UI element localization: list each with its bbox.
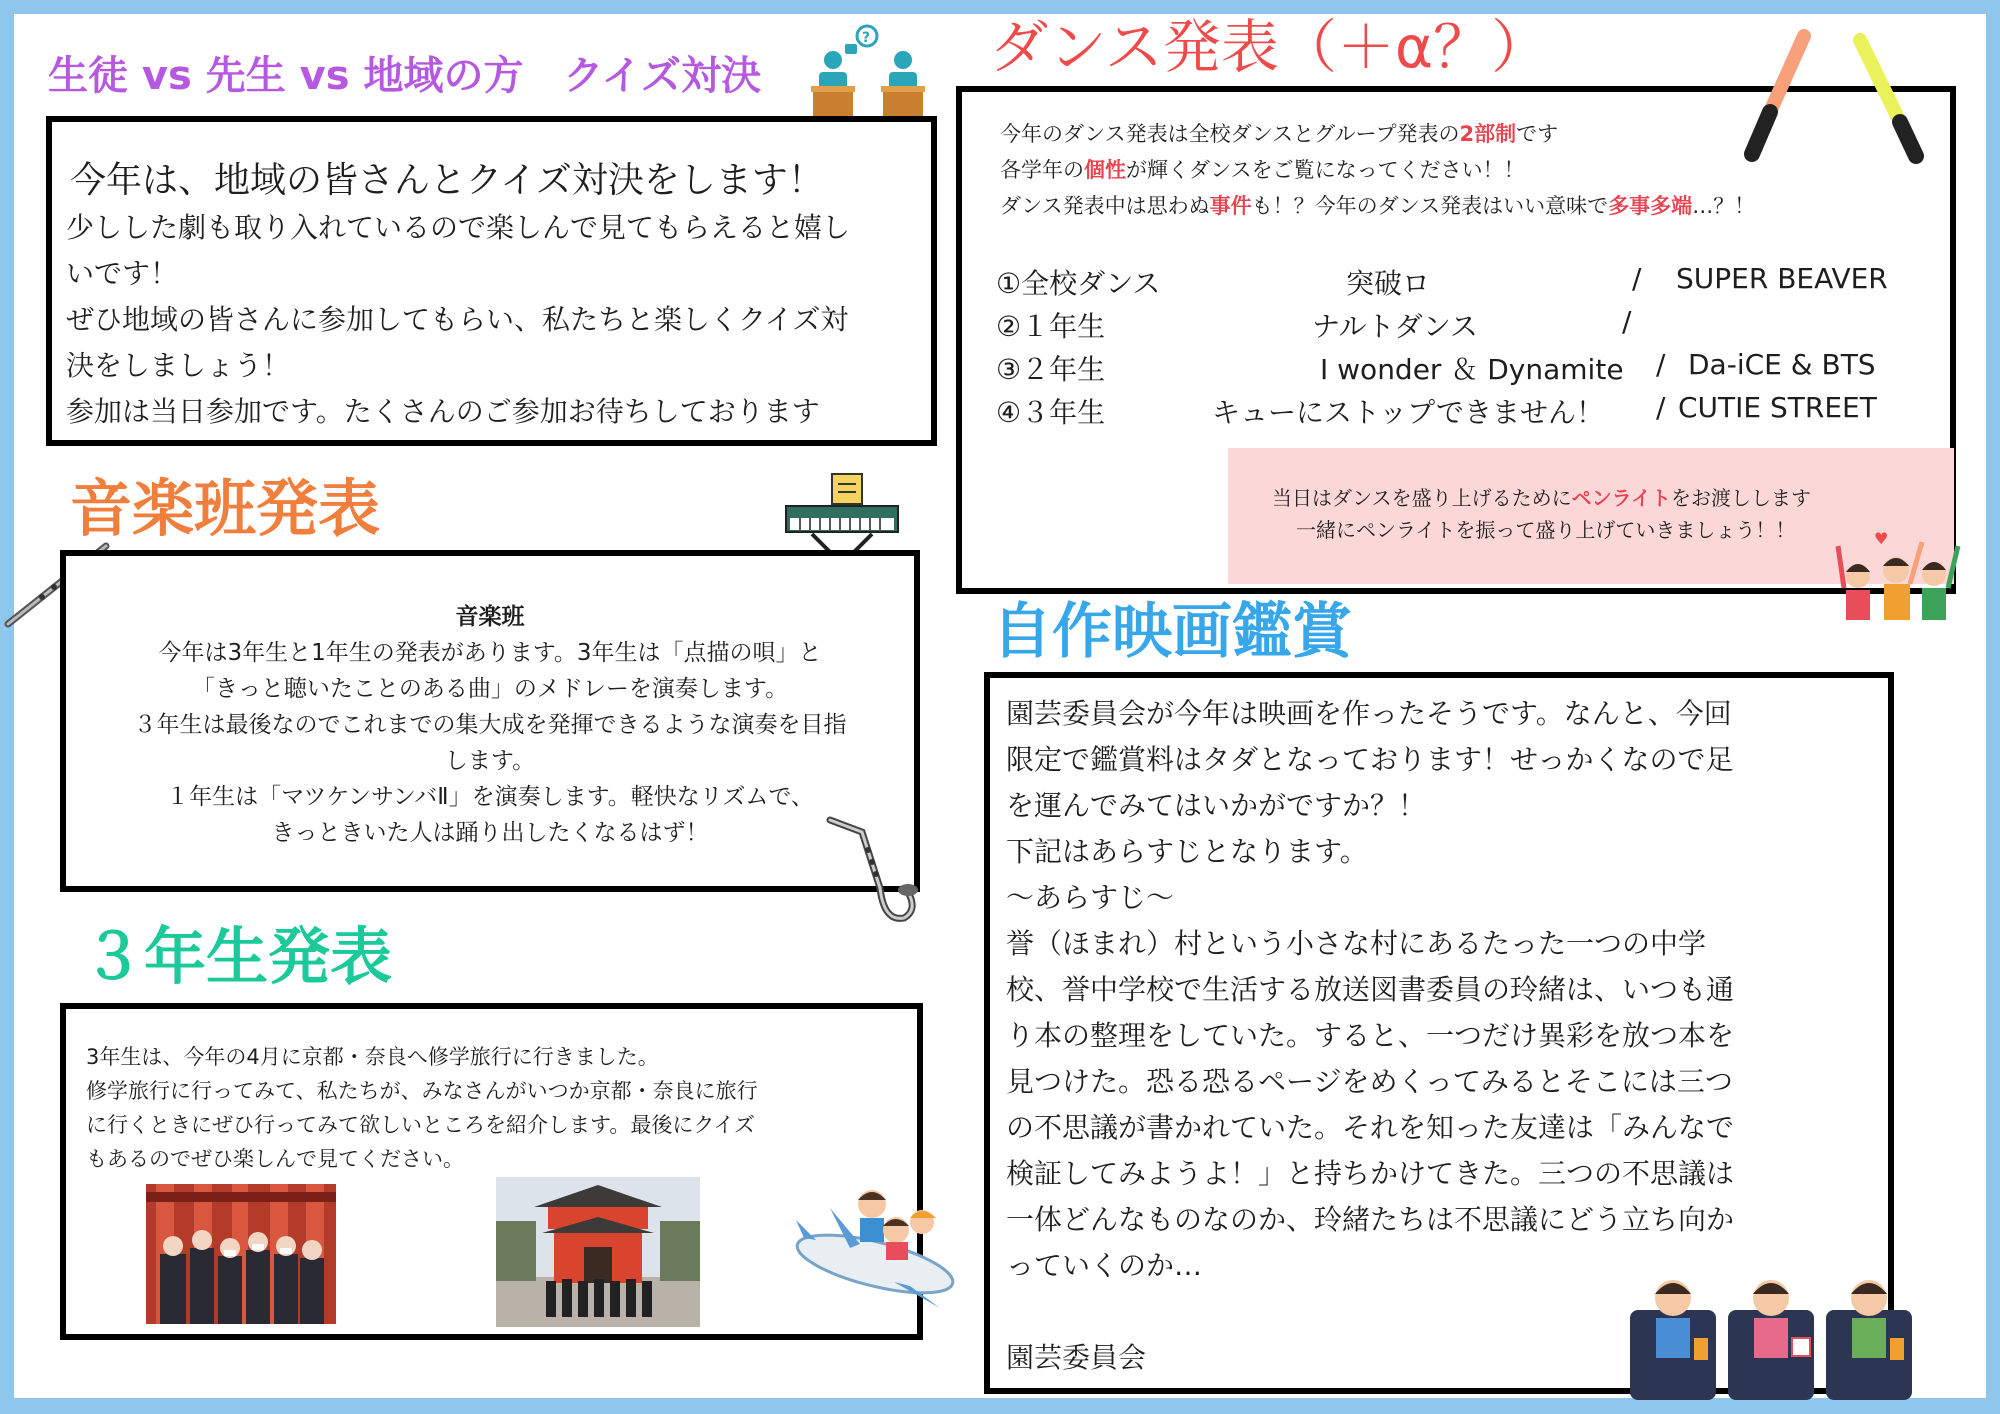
music-line-1: 今年は3年生と1年生の発表があります。3年生は「点描の唄」と (158, 640, 822, 666)
third-grade-line-2: 修学旅行に行ってみて、私たちが、みなさんがいつか京都・奈良に旅行 (86, 1079, 758, 1103)
movie-line-12: 一体どんなものなのか、玲緒たちは不思議にどう立ち向か (1006, 1203, 1735, 1236)
dance-intro-3-highlight-2: 多事多端 (1608, 194, 1693, 218)
program-number: ④３年生 (996, 396, 1106, 429)
movie-line-7: 校、誉中学校で生活する放送図書委員の玲緒は、いつも通 (1006, 973, 1735, 1006)
music-line-3: ３年生は最後なのでこれまでの集大成を発揮できるような演奏を目指 (133, 712, 847, 738)
svg-text:♥: ♥ (1874, 529, 1889, 548)
program-separator: / (1632, 262, 1642, 295)
quiz-line-2: いです！ (66, 257, 179, 290)
program-separator: / (1622, 305, 1632, 338)
movie-line-6: 誉（ほまれ）村という小さな村にあるたった一つの中学 (1006, 927, 1707, 960)
movie-title: 自作映画鑑賞 (992, 597, 1352, 667)
music-line-2: 「きっと聴いたことのある曲」のメドレーを演奏します。 (191, 676, 789, 702)
dance-intro-3a: ダンス発表中は思わぬ (1000, 194, 1210, 218)
third-grade-line-3: に行くときにぜひ行ってみて欲しいところを紹介します。最後にクイズ (86, 1113, 756, 1137)
dance-intro-line-3 (1000, 190, 1755, 220)
third-grade-title: ３年生発表 (82, 920, 393, 993)
music-line-5: １年生は「マツケンサンバⅡ」を演奏します。軽快なリズムで、 (166, 784, 814, 810)
movie-line-4: 下記はあらすじとなります。 (1006, 835, 1368, 868)
program-row (996, 305, 1946, 345)
penlight-note-line-2: 一緒にペンライトを振って盛り上げていきましょう！！ (1296, 518, 1796, 542)
quiz-title: 生徒 vs 先生 vs 地域の方 クイズ対決 (48, 53, 762, 99)
movie-line-9: 見つけた。恐る恐るページをめくってみるとそこには三つ (1006, 1065, 1733, 1098)
program-song: ナルトダンス (1312, 310, 1479, 343)
dance-intro-1a: 今年のダンス発表は全校ダンスとグループ発表の (1000, 122, 1460, 146)
program-number: ②１年生 (996, 310, 1106, 343)
program-row (996, 262, 1946, 302)
penlight-note-line-1 (1272, 482, 1811, 511)
quiz-line-5: 参加は当日参加です。たくさんのご参加お待ちしております (66, 395, 820, 428)
penlight-note-a: 当日はダンスを盛り上げるために (1272, 486, 1572, 510)
movie-line-1: 園芸委員会が今年は映画を作ったそうです。なんと、今回 (1006, 697, 1732, 730)
torii-gate-photo (146, 1184, 336, 1324)
program-song: キューにストップできません！ (1212, 396, 1605, 429)
quiz-line-3: ぜひ地域の皆さんに参加してもらい、私たちと楽しくクイズ対 (66, 303, 849, 336)
music-line-6: きっときいた人は踊り出したくなるはず！ (271, 820, 709, 846)
penlight-note-b: をお渡しします (1671, 486, 1812, 510)
music-line-4: します。 (444, 748, 536, 774)
music-box (60, 550, 920, 892)
dance-intro-2b: が輝くダンスをご覧になってください！！ (1126, 158, 1525, 182)
quiz-line-4: 決をしましょう！ (66, 349, 291, 382)
program-song: I wonder ＆ Dynamite (1320, 353, 1624, 386)
svg-text:?: ? (862, 30, 871, 46)
shrine-gate-photo (496, 1177, 700, 1327)
quiz-line-1: 少しした劇も取り入れているので楽しんで見てもらえると嬉し (66, 211, 851, 244)
movie-line-8: り本の整理をしていた。すると、一つだけ異彩を放つ本を (1006, 1019, 1735, 1052)
program-row (996, 391, 1946, 431)
movie-signature: 園芸委員会 (1006, 1341, 1147, 1374)
penlight-icon (1730, 26, 1930, 176)
movie-line-3: を運んでみてはいかがですか？！ (1006, 789, 1427, 822)
saxophone-icon (822, 810, 922, 940)
movie-line-13: っていくのか… (1006, 1249, 1203, 1282)
third-grade-line-4: もあるのでぜひ楽しんで見てください。 (86, 1147, 464, 1171)
movie-line-11: 検証してみようよ！」と持ちかけてきた。三つの不思議は (1006, 1157, 1735, 1190)
program-artist: SUPER BEAVER (1676, 262, 1888, 295)
cheering-crowd-icon (1834, 526, 1964, 626)
quiz-headline: 今年は、地域の皆さんとクイズ対決をします！ (70, 160, 824, 201)
movie-line-2: 限定で鑑賞料はタダとなっております！せっかくなので足 (1006, 743, 1734, 776)
movie-line-10: の不思議が書かれていた。それを知った友達は「みんなで (1006, 1111, 1735, 1144)
dance-title: ダンス発表（＋α？） (990, 13, 1550, 81)
quiz-podium-icon (805, 22, 935, 122)
dance-intro-line-2 (1000, 154, 1525, 184)
dance-intro-1b: です (1516, 122, 1559, 146)
program-artist: CUTIE STREET (1678, 391, 1877, 424)
program-separator: / (1656, 348, 1666, 381)
dance-intro-3-highlight: 事件 (1209, 194, 1252, 218)
third-grade-line-1: 3年生は、今年の4月に京都・奈良へ修学旅行に行きました。 (86, 1045, 659, 1069)
penlight-note-highlight: ペンライト (1571, 486, 1672, 510)
program-song: 突破ロ (1346, 267, 1431, 300)
dance-intro-3b: も！？今年のダンス発表はいい意味で (1251, 194, 1609, 218)
dance-intro-2-highlight: 個性 (1084, 158, 1126, 182)
dance-intro-1-highlight: 2部制 (1459, 122, 1517, 146)
dance-intro-2a: 各学年の (1000, 158, 1084, 182)
program-number: ①全校ダンス (996, 267, 1161, 300)
airplane-kids-icon (790, 1178, 960, 1318)
dance-intro-3c: …？！ (1692, 194, 1756, 218)
quiz-box (46, 116, 937, 446)
program-number: ③２年生 (996, 353, 1106, 386)
movie-theater-icon (1626, 1260, 1916, 1400)
program-separator: / (1656, 391, 1666, 424)
program-row (996, 348, 1946, 388)
movie-line-5: ～あらすじ～ (1006, 881, 1175, 914)
program-artist: Da-iCE & BTS (1688, 348, 1876, 381)
music-subtitle: 音楽班 (455, 604, 525, 630)
music-title: 音楽班発表 (70, 472, 381, 545)
dance-intro-line-1 (1000, 118, 1558, 148)
